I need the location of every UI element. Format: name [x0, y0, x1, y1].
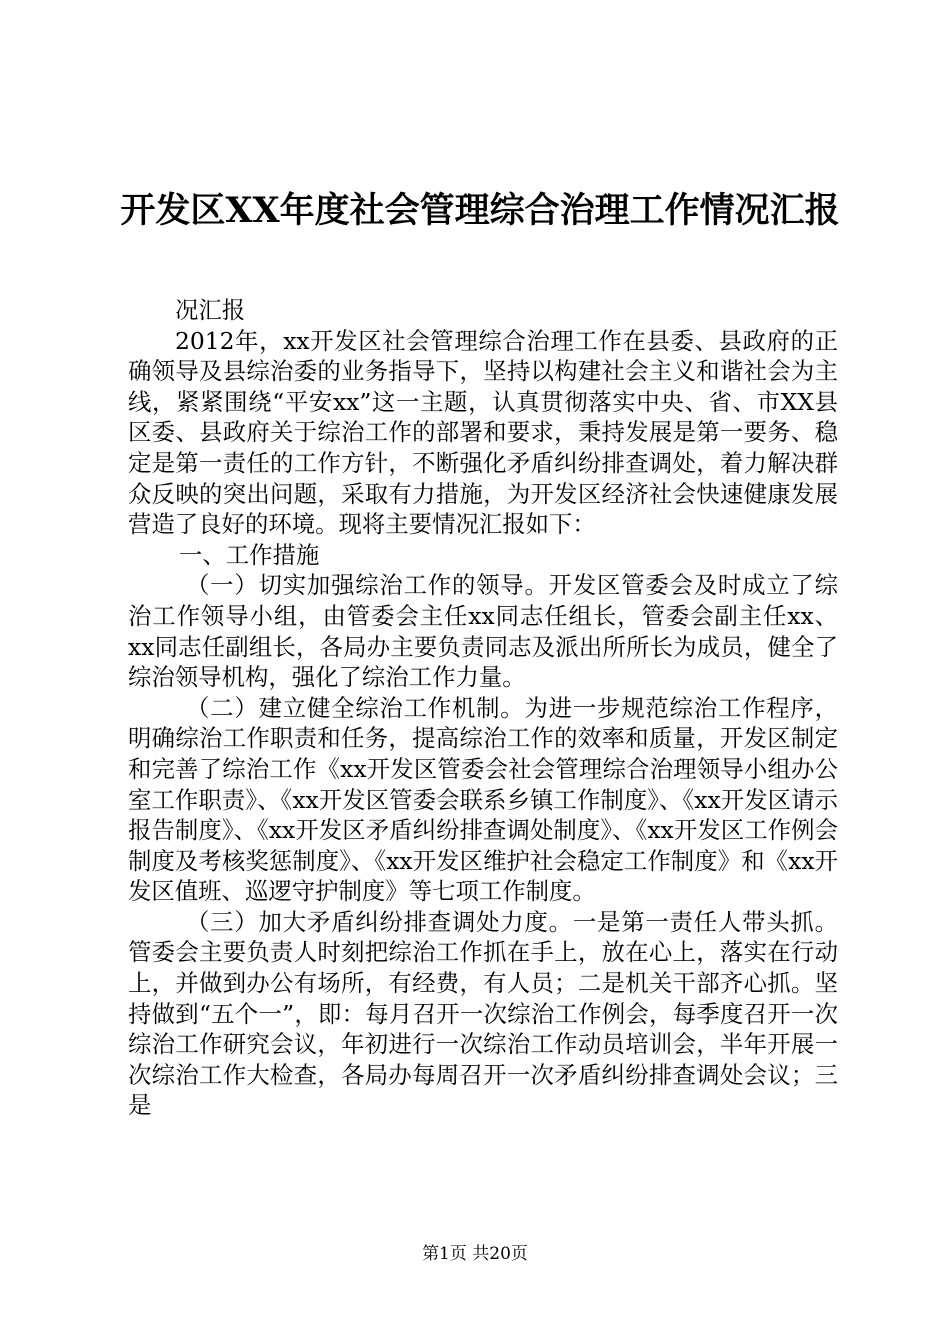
- page-footer: 第1页 共20页: [422, 1244, 528, 1264]
- intro-paragraph: 2012年，xx开发区社会管理综合治理工作在县委、县政府的正确领导及县综治委的业务指导下，坚持以构建社会主义和谐社会为主线，紧紧围绕“平安xx”这一主题，认真贯彻落实中央、省、市XX县区委、县政府关于综治工作的部署和要求，秉持发展是第一要务、稳定是第一责任的工作方针，不断强化矛盾纠纷排查调处，着力解决群众反映的突出问题，采取有力措施，为开发区经济社会快速健康发展营造了良好的环境。现将主要情况汇报如下：: [128, 326, 838, 539]
- section-heading: 一、工作措施: [179, 540, 320, 569]
- subsection-paragraph-2: （二）建立健全综治工作机制。为进一步规范综治工作程序，明确综治工作职责和任务，提高综治工作的效率和质量，开发区制定和完善了综治工作《xx开发区管委会社会管理综合治理领导小组办公室工作职责》、《xx开发区管委会联系乡镇工作制度》、《xx开发区请示报告制度》、《xx开发区矛盾纠纷排查调处制度》、《xx开发区工作例会制度及考核奖惩制度》、《xx开发区维护社会稳定工作制度》和《xx开发区值班、巡逻守护制度》等七项工作制度。: [128, 693, 838, 906]
- document-title: 开发区XX年度社会管理综合治理工作情况汇报: [120, 190, 840, 231]
- subsection-paragraph-3: （三）加大矛盾纠纷排查调处力度。一是第一责任人带头抓。管委会主要负责人时刻把综治工作抓在手上，放在心上，落实在行动上，并做到办公有场所，有经费，有人员；二是机关干部齐心抓。坚持做到“五个一”，即：每月召开一次综治工作例会，每季度召开一次综治工作研究会议，年初进行一次综治工作动员培训会，半年开展一次综治工作大检查，各局办每周召开一次矛盾纠纷排查调处会议；三是: [128, 907, 838, 1120]
- subtitle-paragraph: 况汇报: [175, 296, 246, 324]
- document-body: [128, 295, 838, 1121]
- subsection-paragraph-1: （一）切实加强综治工作的领导。开发区管委会及时成立了综治工作领导小组，由管委会主任xx同志任组长，管委会副主任xx、xx同志任副组长，各局办主要负责同志及派出所所长为成员，健全了综治领导机构，强化了综治工作力量。: [128, 571, 838, 692]
